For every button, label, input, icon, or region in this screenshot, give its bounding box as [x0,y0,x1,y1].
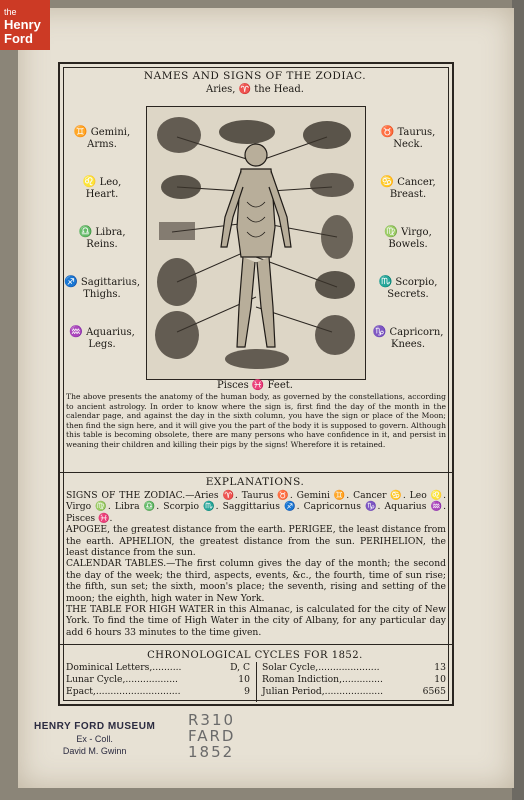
label-sagittarius: ♐ Sagittarius, Thighs. [63,275,141,300]
divider [60,644,452,645]
cycle-row: Epact,............................. 9 [66,686,250,697]
cycles-right-column [262,662,446,698]
cycle-row: Roman Indiction,.............. 10 [262,674,446,685]
cycle-row: Dominical Letters,.......... D, C [66,662,250,673]
zodiac-man-svg [147,107,365,379]
zodiac-subtitle: Aries, ♈ the Head. [206,84,304,95]
zodiac-man-illustration [146,106,366,380]
calendar-tables-text: CALENDAR TABLES.—The first column gives the day of the month; the second the day of the week; the third, aspects, events, &c., the fourth, time of sun rise; the fifth, sun set; the sixth, moon's place; the seventh, rising and setting of the moon; the eighth, high water in New York. [66,558,446,604]
explanations-body [66,490,446,638]
label-scorpio: ♏ Scorpio, Secrets. [378,275,438,300]
apogee-text: APOGEE, the greatest distance from the earth. PERIGEE, the least distance from the earth. APHELION, the greatest distance from the sun. PERIHELION, the least distance from the sun. [66,524,446,559]
cycle-row: Lunar Cycle,.................. 10 [66,674,250,685]
handwritten-catalog-note: R310 FARD 1852 [188,711,236,761]
label-gemini: ♊ Gemini, Arms. [73,125,131,150]
divider [60,472,452,473]
cycle-row: Julian Period,.................... 6565 [262,686,446,697]
cycles-left-column [66,662,250,698]
pisces-feet-label: Pisces ♓ Feet. [217,380,293,391]
astrology-paragraph: The above presents the anatomy of the human body, as governed by the constellations, according to ancient astrology. In order to know where the sign is, first find the day of the month in the calendar page, and against the day in the sixth column, you have the sign or place of the Moon; then find the sign here, and it will give you the part of the body it is supposed to govern. Although this table is becoming obsolete, there are many persons who have confidence in it, and persist in weaning their children and killing their pigs by the signs! Wherefore it is retained. [66,392,446,449]
label-capricorn: ♑ Capricorn, Knees. [372,325,444,350]
label-libra: ♎ Libra, Reins. [78,225,126,250]
signs-of-zodiac-text: SIGNS OF THE ZODIAC.—Aries ♈. Taurus ♉. Gemini ♊. Cancer ♋. Leo ♌. Virgo ♍. Libra ♎. Scorpio ♏. Saggittarius ♐. Capricornus ♑. Aquarius ♒. Pisces ♓. [66,490,446,524]
zodiac-frame [58,62,454,706]
label-cancer: ♋ Cancer, Breast. [380,175,436,200]
label-taurus: ♉ Taurus, Neck. [380,125,436,150]
column-divider [256,662,257,702]
cycle-row: Solar Cycle,..................... 13 [262,662,446,673]
zodiac-title: NAMES AND SIGNS OF THE ZODIAC. [143,70,367,82]
henry-ford-logo: the Henry Ford [0,0,50,50]
explanations-title: EXPLANATIONS. [205,476,305,488]
label-virgo: ♍ Virgo, Bowels. [384,225,432,250]
cycles-title: CHRONOLOGICAL CYCLES FOR 1852. [147,650,363,661]
label-aquarius: ♒ Aquarius, Legs. [69,325,135,350]
high-water-text: THE TABLE FOR HIGH WATER in this Almanac, is calculated for the city of New York. To find the time of High Water in the city of Albany, for any particular day add 6 hours 33 minutes to the time given. [66,604,446,638]
label-leo: ♌ Leo, Heart. [82,175,122,200]
museum-stamp: HENRY FORD MUSEUM Ex - Coll. David M. Gwinn [34,721,156,756]
